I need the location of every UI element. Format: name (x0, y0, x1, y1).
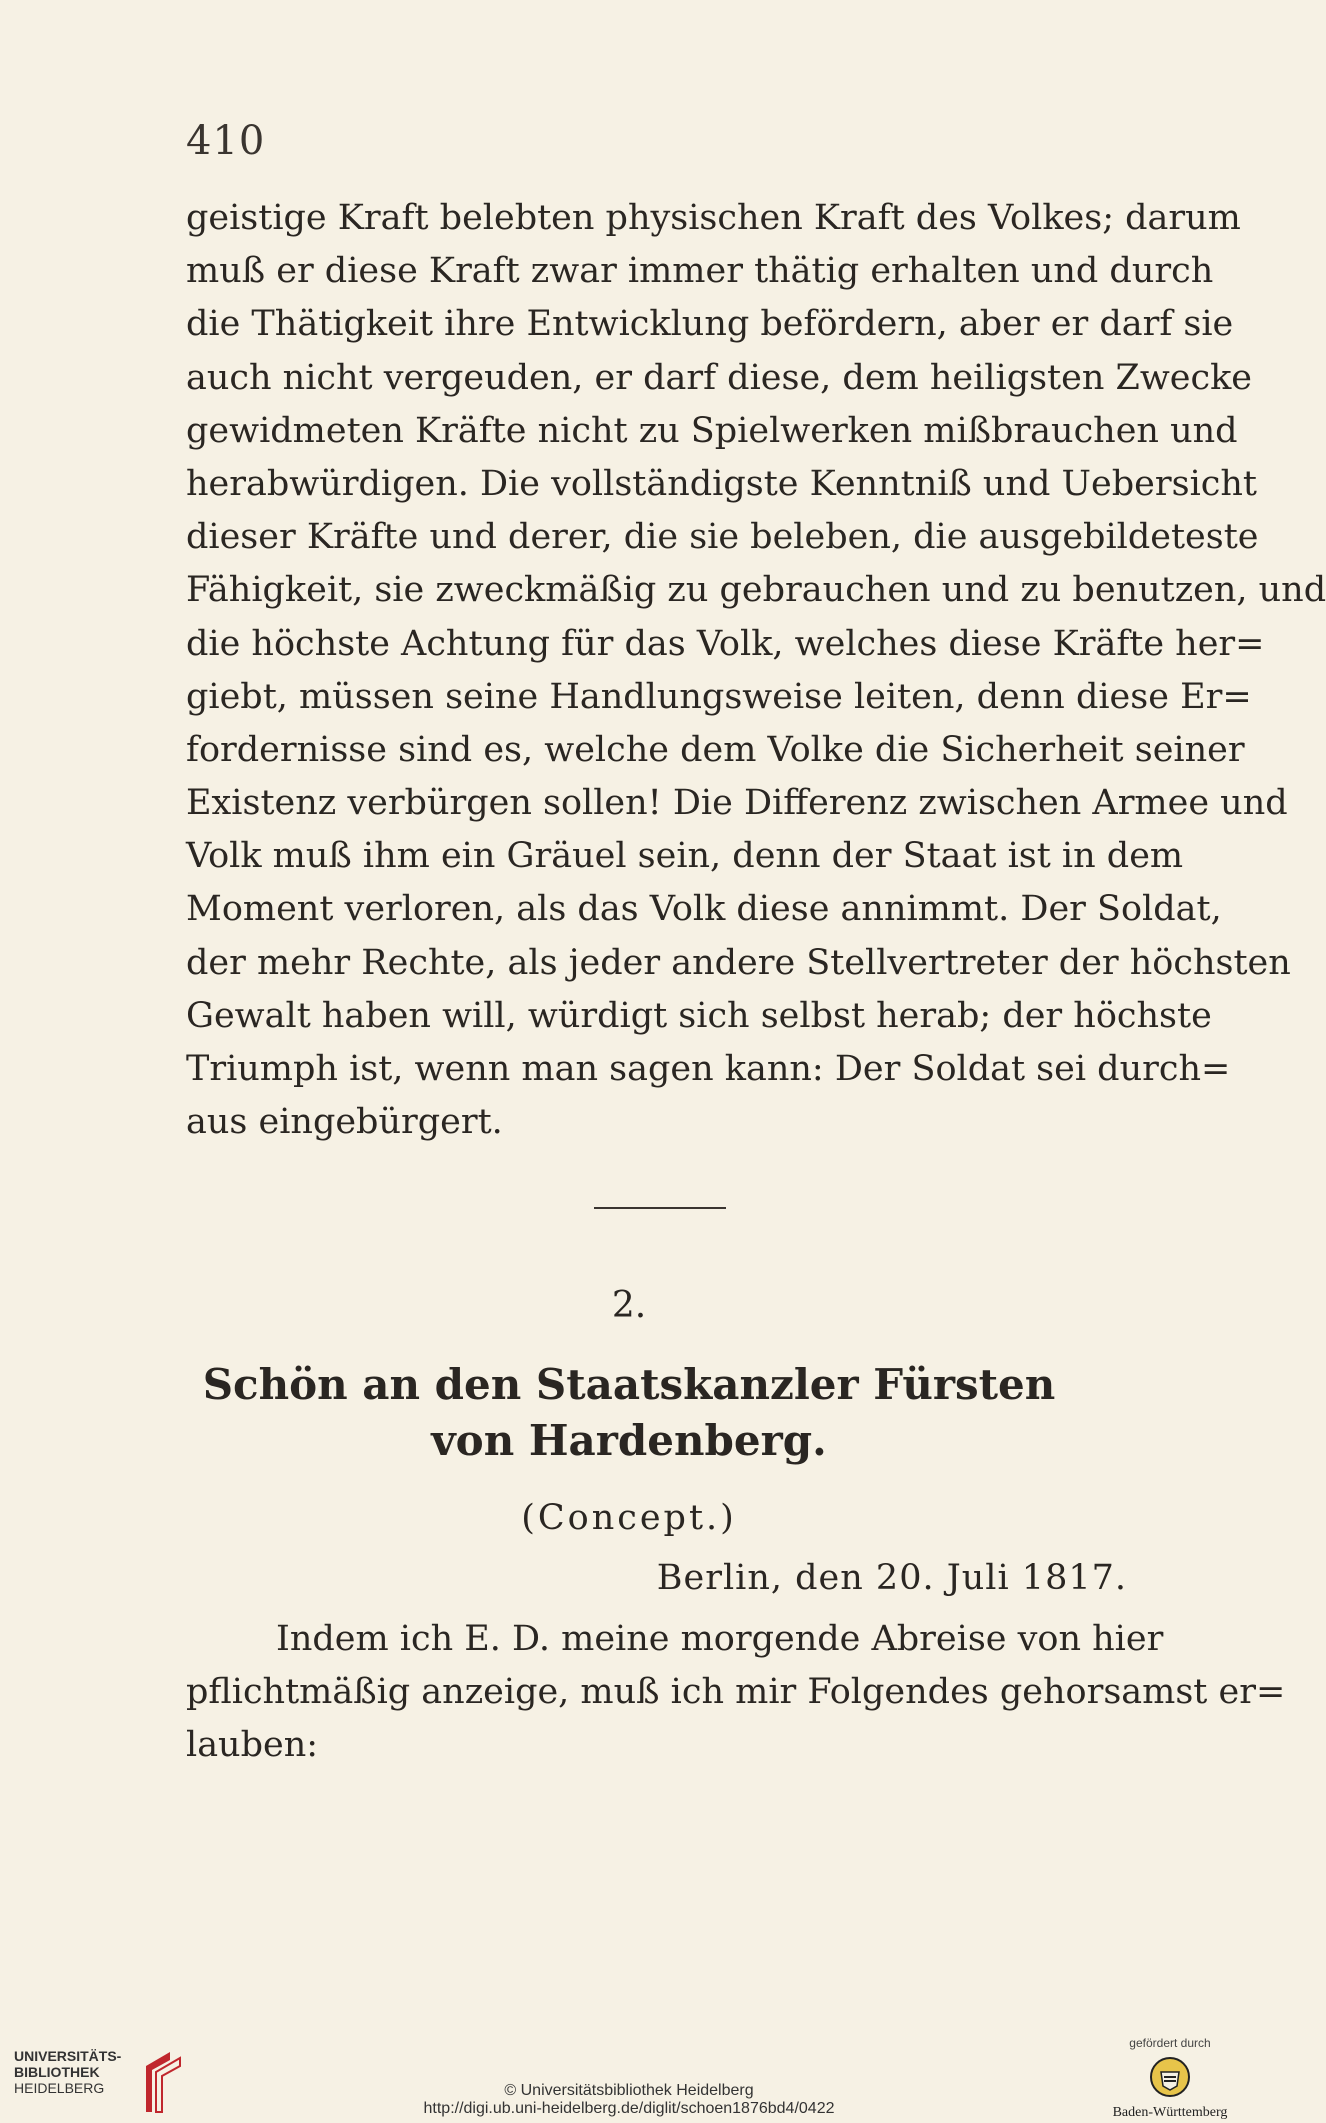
section-divider (594, 1207, 726, 1209)
text-line: Triumph ist, wenn man sagen kann: Der Soldat sei durch= (186, 1049, 1231, 1089)
text-line: auch nicht vergeuden, er darf diese, dem heiligsten Zwecke (186, 357, 1253, 398)
state-seal-icon (1149, 2056, 1191, 2098)
library-name-line: UNIVERSITÄTS- (14, 2048, 122, 2064)
text-line: giebt, müssen seine Handlungsweise leiten, denn diese Er= (186, 676, 1252, 717)
text-line: der mehr Rechte, als jeder andere Stellvertreter der höchsten (186, 942, 1291, 983)
text-line: Existenz verbürgen sollen! Die Differenz zwischen Armee und (186, 783, 1288, 824)
text-line: Gewalt haben will, würdigt sich selbst herab; der höchste (186, 995, 1212, 1036)
body-text (186, 192, 1326, 1149)
state-name: Baden-Württemberg (1112, 2105, 1228, 2120)
heading-line: Schön an den Staatskanzler Fürsten (202, 1360, 1056, 1409)
text-line: Volk muß ihm ein Gräuel sein, denn der Staat ist in dem (186, 836, 1184, 877)
text-line: dieser Kräfte und derer, die sie beleben, die ausgebildeteste (186, 517, 1259, 558)
library-name-line: BIBLIOTHEK (14, 2064, 100, 2080)
dateline: Berlin, den 20. Juli 1817. (656, 1558, 1127, 1598)
text-line: lauben: (186, 1725, 319, 1766)
letter-text (186, 1613, 1286, 1773)
text-line: pflichtmäßig anzeige, muß ich mir Folgendes gehorsamst er= (186, 1672, 1286, 1713)
heading-line: von Hardenberg. (431, 1416, 827, 1465)
copyright-text: © Universitätsbibliothek Heidelberg (504, 2082, 754, 2099)
funding-label: gefördert durch (1129, 2036, 1211, 2050)
text-line: Fähigkeit, sie zweckmäßig zu gebrauchen und zu benutzen, und (186, 570, 1326, 611)
subheading: (Concept.) (521, 1498, 737, 1538)
section-heading (0, 1357, 1258, 1469)
text-line: Moment verloren, als das Volk diese annimmt. Der Soldat, (186, 889, 1222, 930)
text-line: die Thätigkeit ihre Entwicklung befördern, aber er darf sie (186, 304, 1234, 345)
section-number: 2. (611, 1285, 647, 1326)
library-name-line: HEIDELBERG (14, 2080, 105, 2096)
text-line: Indem ich E. D. meine morgende Abreise von hier (276, 1619, 1164, 1659)
text-line: geistige Kraft belebten physischen Kraft des Volkes; darum (186, 198, 1241, 238)
funding-notice (1100, 2036, 1240, 2121)
source-url[interactable]: http://digi.ub.uni-heidelberg.de/diglit/schoen1876bd4/0422 (423, 2100, 835, 2117)
page-number: 410 (186, 118, 266, 164)
text-line: herabwürdigen. Die vollständigste Kenntniß und Uebersicht (186, 463, 1257, 504)
copyright-notice (0, 2082, 1258, 2118)
text-line: fordernisse sind es, welche dem Volke die Sicherheit seiner (186, 729, 1245, 770)
text-line: gewidmeten Kräfte nicht zu Spielwerken mißbrauchen und (186, 410, 1238, 451)
text-line: die höchste Achtung für das Volk, welches diese Kräfte her= (186, 623, 1265, 664)
text-line: muß er diese Kraft zwar immer thätig erhalten und durch (186, 251, 1214, 292)
text-line: aus eingebürgert. (186, 1102, 503, 1143)
